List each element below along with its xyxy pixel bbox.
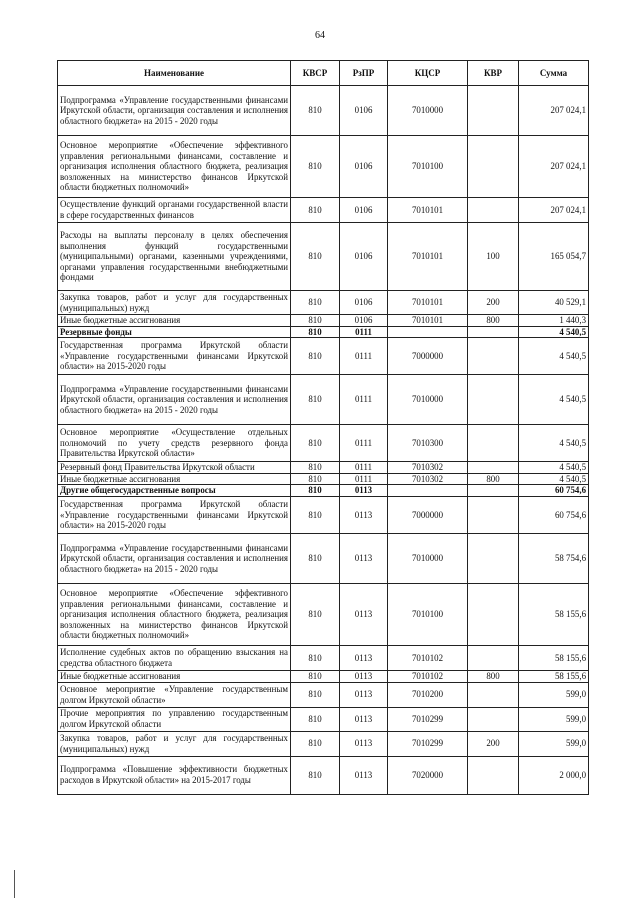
table-row (58, 338, 589, 375)
cell-name: Закупка товаров, работ и услуг для государственных (муниципальных) нужд (58, 291, 291, 315)
header-rzpr: РзПР (340, 61, 388, 86)
cell-rzpr: 0111 (340, 462, 388, 474)
cell-kvsr: 810 (291, 707, 340, 731)
cell-rzpr: 0113 (340, 670, 388, 682)
cell-sum: 4 540,5 (519, 473, 589, 485)
cell-kvr (468, 86, 519, 136)
cell-name: Осуществление функций органами государственной власти в сфере государственных финансов (58, 198, 291, 223)
cell-kvr (468, 338, 519, 375)
cell-kvr (468, 496, 519, 533)
table-header-row (58, 61, 589, 86)
cell-rzpr: 0106 (340, 198, 388, 223)
cell-kvr: 800 (468, 473, 519, 485)
cell-kcsr: 7010101 (388, 198, 468, 223)
table-row (58, 462, 589, 474)
cell-kvsr: 810 (291, 86, 340, 136)
cell-rzpr: 0113 (340, 583, 388, 645)
cell-rzpr: 0113 (340, 485, 388, 497)
cell-name: Подпрограмма «Управление государственными финансами Иркутской области, организация составления и исполнения областного бюджета» на 2015 - 2020 годы (58, 375, 291, 425)
table-row (58, 485, 589, 497)
cell-kvsr: 810 (291, 136, 340, 198)
table-row (58, 670, 589, 682)
cell-kvsr: 810 (291, 338, 340, 375)
cell-kcsr: 7010200 (388, 682, 468, 707)
cell-sum: 4 540,5 (519, 425, 589, 462)
cell-sum: 4 540,5 (519, 338, 589, 375)
cell-rzpr: 0111 (340, 338, 388, 375)
cell-rzpr: 0113 (340, 682, 388, 707)
table-row (58, 645, 589, 670)
cell-kvsr: 810 (291, 425, 340, 462)
cell-kcsr: 7010302 (388, 462, 468, 474)
cell-rzpr: 0111 (340, 326, 388, 338)
table-row (58, 425, 589, 462)
cell-kcsr: 7010299 (388, 731, 468, 756)
cell-kvr (468, 583, 519, 645)
cell-name: Закупка товаров, работ и услуг для государственных (муниципальных) нужд (58, 731, 291, 756)
cell-kcsr: 7010101 (388, 315, 468, 327)
header-sum: Сумма (519, 61, 589, 86)
cell-name: Иные бюджетные ассигнования (58, 473, 291, 485)
cell-kvsr: 810 (291, 223, 340, 291)
cell-sum: 207 024,1 (519, 198, 589, 223)
cell-rzpr: 0111 (340, 375, 388, 425)
cell-kcsr: 7010000 (388, 86, 468, 136)
cell-name: Исполнение судебных актов по обращению взыскания на средства областного бюджета (58, 645, 291, 670)
table-row (58, 707, 589, 731)
cell-kcsr: 7000000 (388, 496, 468, 533)
cell-rzpr: 0113 (340, 707, 388, 731)
cell-rzpr: 0113 (340, 496, 388, 533)
cell-rzpr: 0106 (340, 136, 388, 198)
cell-rzpr: 0106 (340, 223, 388, 291)
cell-kcsr: 7010100 (388, 136, 468, 198)
cell-kvr: 200 (468, 731, 519, 756)
cell-kvr (468, 533, 519, 583)
cell-sum: 58 155,6 (519, 670, 589, 682)
table-row (58, 496, 589, 533)
budget-table (57, 60, 589, 795)
margin-mark (14, 870, 15, 898)
cell-kvsr: 810 (291, 473, 340, 485)
cell-kvr: 100 (468, 223, 519, 291)
cell-sum: 58 155,6 (519, 645, 589, 670)
cell-kcsr: 7010101 (388, 291, 468, 315)
cell-sum: 58 754,6 (519, 533, 589, 583)
cell-name: Иные бюджетные ассигнования (58, 670, 291, 682)
cell-sum: 599,0 (519, 731, 589, 756)
cell-sum: 207 024,1 (519, 86, 589, 136)
cell-name: Основное мероприятие «Обеспечение эффективного управления региональными финансами, составление и организация исполнения областного бюджета, реализация возложенных на министерство финансов Иркутской области бюджетных полномочий» (58, 583, 291, 645)
cell-name: Основное мероприятие «Осуществление отдельных полномочий по учету средств резервного фонда Правительства Иркутской области» (58, 425, 291, 462)
cell-kcsr: 7010300 (388, 425, 468, 462)
cell-kvsr: 810 (291, 645, 340, 670)
cell-kcsr: 7010102 (388, 645, 468, 670)
cell-name: Подпрограмма «Управление государственными финансами Иркутской области, организация составления и исполнения областного бюджета» на 2015 - 2020 годы (58, 533, 291, 583)
cell-name: Резервный фонд Правительства Иркутской области (58, 462, 291, 474)
cell-kvsr: 810 (291, 533, 340, 583)
cell-kvsr: 810 (291, 583, 340, 645)
cell-sum: 599,0 (519, 707, 589, 731)
cell-kvsr: 810 (291, 462, 340, 474)
cell-name: Другие общегосударственные вопросы (58, 485, 291, 497)
table-row (58, 533, 589, 583)
cell-rzpr: 0113 (340, 756, 388, 794)
cell-kvsr: 810 (291, 375, 340, 425)
cell-rzpr: 0106 (340, 86, 388, 136)
cell-kvsr: 810 (291, 315, 340, 327)
cell-kvsr: 810 (291, 496, 340, 533)
cell-sum: 2 000,0 (519, 756, 589, 794)
cell-kvr: 200 (468, 291, 519, 315)
cell-sum: 60 754,6 (519, 485, 589, 497)
table-row (58, 326, 589, 338)
table-body (58, 86, 589, 795)
cell-kvr (468, 645, 519, 670)
cell-kvr (468, 326, 519, 338)
cell-name: Подпрограмма «Управление государственными финансами Иркутской области, организация составления и исполнения областного бюджета» на 2015 - 2020 годы (58, 86, 291, 136)
cell-sum: 1 440,3 (519, 315, 589, 327)
cell-rzpr: 0113 (340, 533, 388, 583)
cell-kvsr: 810 (291, 756, 340, 794)
header-kvr: КВР (468, 61, 519, 86)
cell-kcsr: 7010100 (388, 583, 468, 645)
cell-kcsr: 7010101 (388, 223, 468, 291)
table-row (58, 223, 589, 291)
cell-kvr: 800 (468, 315, 519, 327)
cell-kvsr: 810 (291, 326, 340, 338)
cell-sum: 60 754,6 (519, 496, 589, 533)
cell-kvsr: 810 (291, 485, 340, 497)
cell-kvr (468, 198, 519, 223)
cell-name: Прочие мероприятия по управлению государственным долгом Иркутской области (58, 707, 291, 731)
cell-rzpr: 0111 (340, 425, 388, 462)
cell-name: Основное мероприятие «Обеспечение эффективного управления региональными финансами, составление и организация исполнения областного бюджета, реализация возложенных на министерство финансов Иркутской области бюджетных полномочий» (58, 136, 291, 198)
table-row (58, 473, 589, 485)
table-row (58, 291, 589, 315)
cell-kcsr: 7010000 (388, 533, 468, 583)
cell-rzpr: 0111 (340, 473, 388, 485)
cell-rzpr: 0106 (340, 291, 388, 315)
cell-sum: 207 024,1 (519, 136, 589, 198)
cell-kvsr: 810 (291, 198, 340, 223)
cell-sum: 4 540,5 (519, 462, 589, 474)
cell-sum: 165 054,7 (519, 223, 589, 291)
cell-name: Государственная программа Иркутской области «Управление государственными финансами Иркутской области» на 2015-2020 годы (58, 338, 291, 375)
cell-name: Государственная программа Иркутской области «Управление государственными финансами Иркутской области» на 2015-2020 годы (58, 496, 291, 533)
cell-kvr (468, 425, 519, 462)
cell-kvr (468, 485, 519, 497)
cell-kvsr: 810 (291, 682, 340, 707)
table-row (58, 136, 589, 198)
cell-kvr (468, 682, 519, 707)
cell-name: Расходы на выплаты персоналу в целях обеспечения выполнения функций государственными (муниципальными) органами, казенными учреждениями, органами управления государственными внебюджетными фондами (58, 223, 291, 291)
cell-sum: 4 540,5 (519, 326, 589, 338)
table-row (58, 756, 589, 794)
table-row (58, 682, 589, 707)
cell-kvr (468, 756, 519, 794)
header-kvsr: КВСР (291, 61, 340, 86)
cell-kvsr: 810 (291, 731, 340, 756)
table-row (58, 375, 589, 425)
page-number: 64 (315, 30, 325, 41)
cell-name: Резервные фонды (58, 326, 291, 338)
cell-kvr (468, 707, 519, 731)
cell-kvsr: 810 (291, 670, 340, 682)
cell-rzpr: 0113 (340, 731, 388, 756)
header-name: Наименование (58, 61, 291, 86)
cell-kvr: 800 (468, 670, 519, 682)
cell-kcsr: 7010102 (388, 670, 468, 682)
cell-rzpr: 0106 (340, 315, 388, 327)
cell-name: Основное мероприятие «Управление государственным долгом Иркутской области» (58, 682, 291, 707)
cell-kcsr: 7010299 (388, 707, 468, 731)
header-kcsr: КЦСР (388, 61, 468, 86)
cell-name: Подпрограмма «Повышение эффективности бюджетных расходов в Иркутской области» на 2015-2017 годы (58, 756, 291, 794)
table-row (58, 86, 589, 136)
cell-sum: 599,0 (519, 682, 589, 707)
cell-kvr (468, 375, 519, 425)
cell-kcsr: 7010000 (388, 375, 468, 425)
cell-kvr (468, 462, 519, 474)
table-row (58, 583, 589, 645)
table-row (58, 731, 589, 756)
cell-kvsr: 810 (291, 291, 340, 315)
cell-sum: 4 540,5 (519, 375, 589, 425)
cell-kcsr (388, 485, 468, 497)
table-row (58, 198, 589, 223)
cell-kvr (468, 136, 519, 198)
cell-sum: 58 155,6 (519, 583, 589, 645)
cell-sum: 40 529,1 (519, 291, 589, 315)
cell-kcsr: 7020000 (388, 756, 468, 794)
table-row (58, 315, 589, 327)
cell-kcsr: 7000000 (388, 338, 468, 375)
cell-name: Иные бюджетные ассигнования (58, 315, 291, 327)
cell-kcsr (388, 326, 468, 338)
cell-rzpr: 0113 (340, 645, 388, 670)
cell-kcsr: 7010302 (388, 473, 468, 485)
